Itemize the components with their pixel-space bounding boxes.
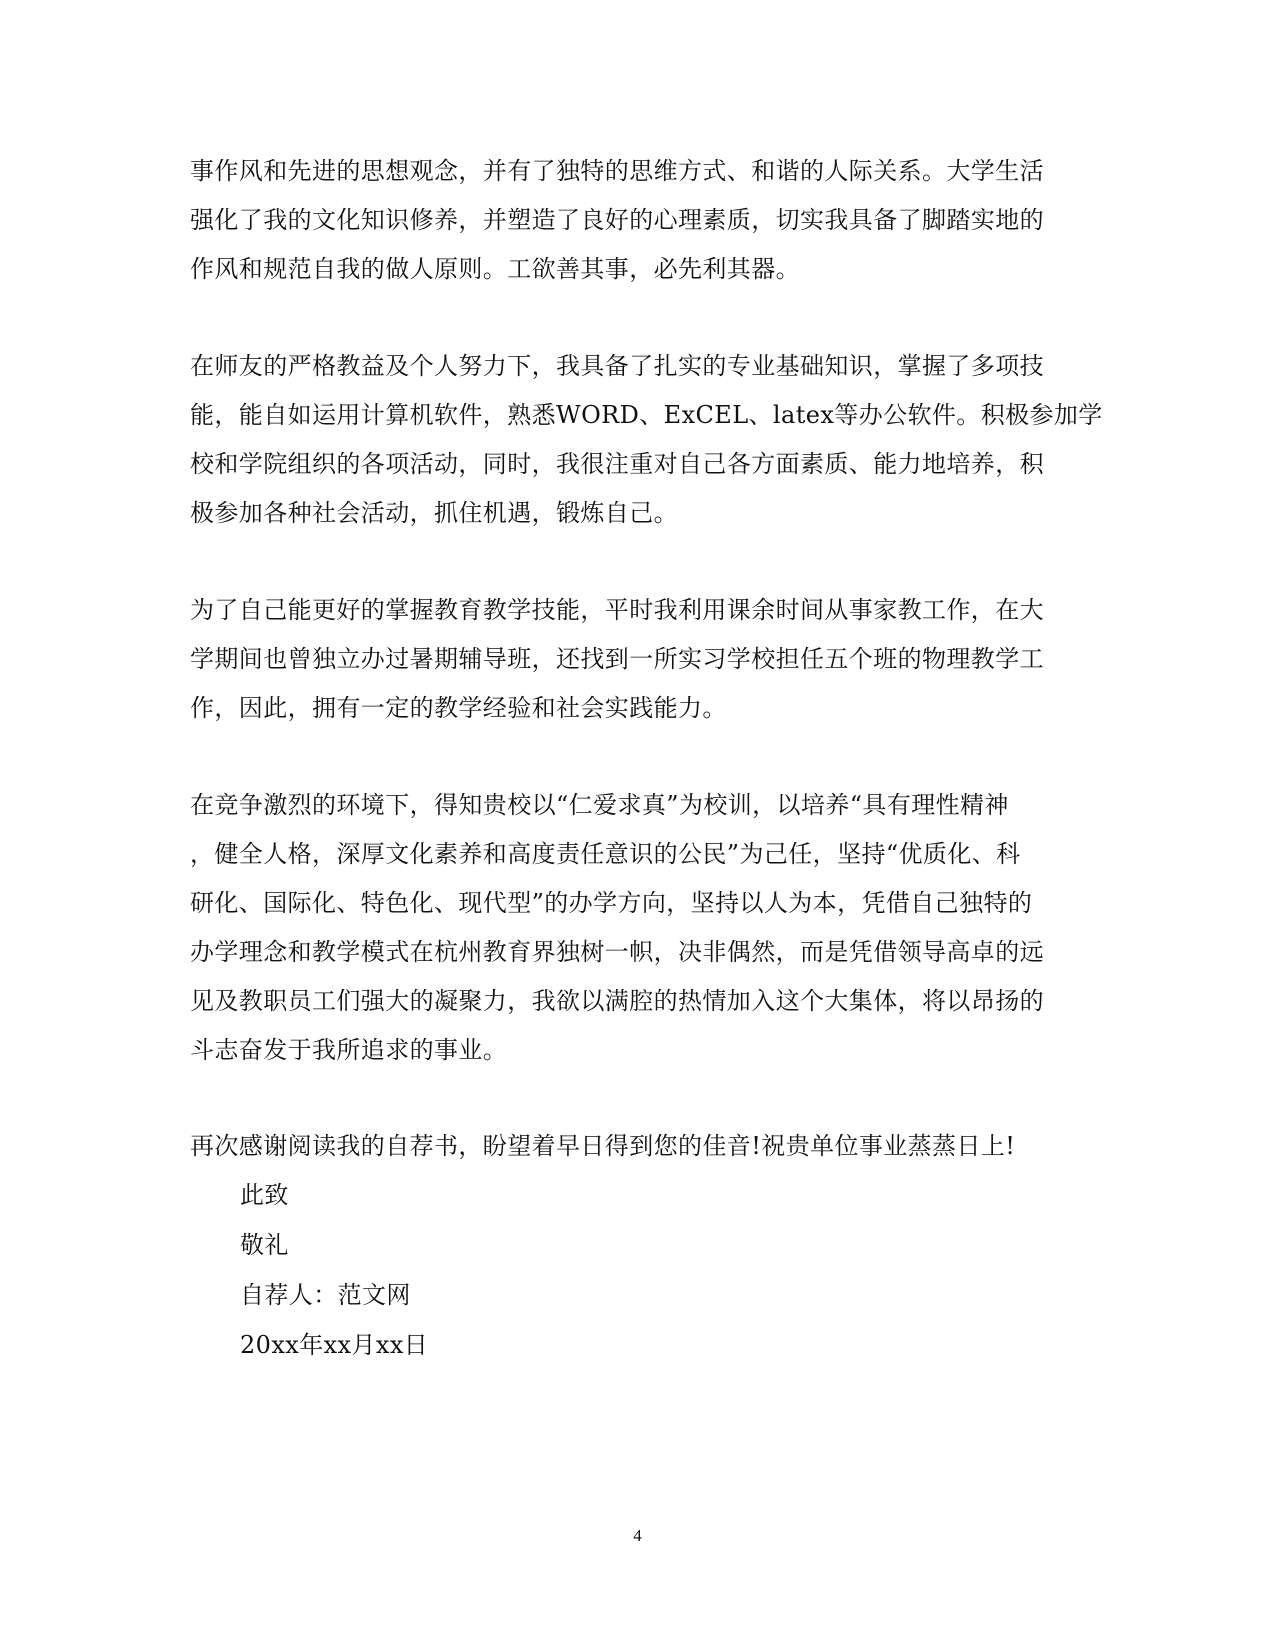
page-number: 4 bbox=[633, 1526, 642, 1545]
paragraph-line: 能，能自如运用计算机软件，熟悉WORD、ExCEL、latex等办公软件。积极参加学 bbox=[190, 401, 1103, 429]
paragraph-teaching-experience bbox=[190, 586, 1070, 733]
paragraph-line: 研化、国际化、特色化、现代型”的办学方向，坚持以人为本，凭借自己独特的 bbox=[190, 889, 1033, 917]
paragraph-line: 学期间也曾独立办过暑期辅导班，还找到一所实习学校担任五个班的物理教学工 bbox=[190, 645, 1044, 673]
paragraph-skills bbox=[190, 342, 1103, 538]
closing-salutation: 此致 bbox=[240, 1181, 289, 1209]
paragraph-line: 斗志奋发于我所追求的事业。 bbox=[190, 1036, 508, 1064]
closing-date: 20xx年xx月xx日 bbox=[240, 1331, 429, 1359]
paragraph-line: 办学理念和教学模式在杭州教育界独树一帜，决非偶然，而是凭借领导高卓的远 bbox=[190, 938, 1044, 966]
paragraph-line: 作风和规范自我的做人原则。工欲善其事，必先利其器。 bbox=[190, 255, 800, 283]
paragraph-line: 极参加各种社会活动，抓住机遇，锻炼自己。 bbox=[190, 499, 678, 527]
paragraph-thanks bbox=[190, 1122, 1070, 1171]
paragraph-line: 为了自己能更好的掌握教育教学技能，平时我利用课余时间从事家教工作，在大 bbox=[190, 596, 1044, 624]
paragraph-line: 在竞争激烈的环境下，得知贵校以“仁爱求真”为校训，以培养“具有理性精神 bbox=[190, 791, 1009, 819]
paragraph-line: ，健全人格，深厚文化素养和高度责任意识的公民”为己任，坚持“优质化、科 bbox=[190, 840, 1021, 868]
paragraph-school-motto bbox=[190, 781, 1070, 1075]
paragraph-line: 再次感谢阅读我的自荐书，盼望着早日得到您的佳音!祝贵单位事业蒸蒸日上! bbox=[190, 1132, 1016, 1160]
closing-signature: 自荐人：范文网 bbox=[240, 1281, 411, 1309]
closing-regards: 敬礼 bbox=[240, 1231, 289, 1259]
paragraph-university-life bbox=[190, 147, 1070, 294]
letter-closing bbox=[240, 1170, 840, 1370]
paragraph-line: 强化了我的文化知识修养，并塑造了良好的心理素质，切实我具备了脚踏实地的 bbox=[190, 206, 1044, 234]
paragraph-line: 见及教职员工们强大的凝聚力，我欲以满腔的热情加入这个大集体，将以昂扬的 bbox=[190, 987, 1044, 1015]
paragraph-line: 作，因此，拥有一定的教学经验和社会实践能力。 bbox=[190, 694, 727, 722]
paragraph-line: 事作风和先进的思想观念，并有了独特的思维方式、和谐的人际关系。大学生活 bbox=[190, 157, 1044, 185]
paragraph-line: 在师友的严格教益及个人努力下，我具备了扎实的专业基础知识，掌握了多项技 bbox=[190, 352, 1044, 380]
paragraph-line: 校和学院组织的各项活动，同时，我很注重对自己各方面素质、能力地培养，积 bbox=[190, 450, 1044, 478]
